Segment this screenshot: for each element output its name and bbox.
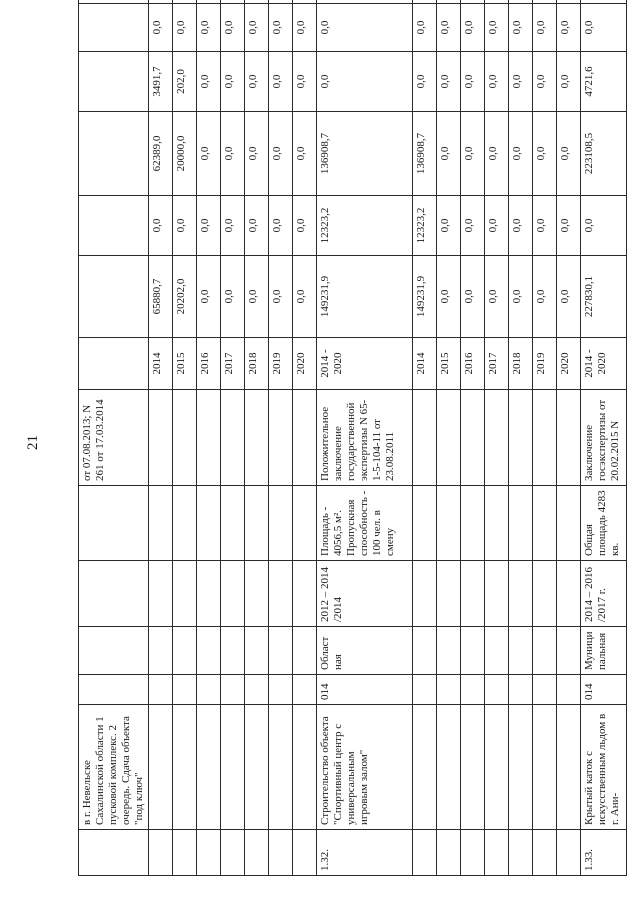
table-cell xyxy=(269,830,293,876)
table-cell xyxy=(197,705,221,830)
table-cell: 2012 – 2014 /2014 xyxy=(317,561,413,627)
table-cell xyxy=(461,675,485,705)
table-cell xyxy=(149,390,173,486)
table-cell: 0,0 xyxy=(533,256,557,338)
table-cell: 0,0 xyxy=(149,196,173,256)
table-cell: 202,0 xyxy=(173,52,197,112)
table-row xyxy=(437,0,461,876)
table-row xyxy=(221,0,245,876)
table-cell: 0,0 xyxy=(221,112,245,196)
table-cell: 0,0 xyxy=(461,4,485,52)
table-cell: 0,0 xyxy=(557,112,581,196)
table-cell xyxy=(221,705,245,830)
table-cell: 0,0 xyxy=(245,52,269,112)
table-cell xyxy=(413,830,437,876)
table-cell xyxy=(413,390,437,486)
table-row xyxy=(485,0,509,876)
table-cell xyxy=(245,705,269,830)
table-cell xyxy=(509,0,533,4)
table-cell: 0,0 xyxy=(461,52,485,112)
table-cell: 0,0 xyxy=(485,112,509,196)
table-cell: 2017 xyxy=(221,338,245,390)
table-cell xyxy=(413,627,437,675)
table-cell xyxy=(245,390,269,486)
table-cell xyxy=(173,675,197,705)
table-cell xyxy=(581,0,627,4)
table-cell xyxy=(149,675,173,705)
table-cell: 0,0 xyxy=(269,52,293,112)
table-cell xyxy=(245,0,269,4)
table-cell xyxy=(149,486,173,561)
table-cell: 0,0 xyxy=(533,196,557,256)
table-cell: 0,0 xyxy=(413,4,437,52)
table-cell xyxy=(317,0,413,4)
table-cell: 0,0 xyxy=(221,52,245,112)
table-cell xyxy=(173,390,197,486)
table-cell: 0,0 xyxy=(509,256,533,338)
table-cell xyxy=(293,486,317,561)
table-cell xyxy=(79,561,149,627)
table-cell xyxy=(269,705,293,830)
table-cell: 2014 xyxy=(149,338,173,390)
table-cell: 0,0 xyxy=(461,196,485,256)
table-cell xyxy=(79,338,149,390)
table-cell xyxy=(173,830,197,876)
table-cell xyxy=(413,675,437,705)
table-cell: 0,0 xyxy=(221,4,245,52)
table-cell: 136908,7 xyxy=(317,112,413,196)
table-cell xyxy=(461,390,485,486)
table-row xyxy=(413,0,437,876)
table-cell: 227830,1 xyxy=(581,256,627,338)
table-cell: 0,0 xyxy=(293,52,317,112)
table-cell xyxy=(221,390,245,486)
table-cell xyxy=(221,0,245,4)
table-cell xyxy=(557,830,581,876)
table-cell xyxy=(485,390,509,486)
table-cell: 0,0 xyxy=(509,196,533,256)
table-cell: 65880,7 xyxy=(149,256,173,338)
table-cell: 2014 xyxy=(413,338,437,390)
table-cell: 0,0 xyxy=(509,112,533,196)
table-cell: Крытый каток с искусственным льдом в г. Ани- xyxy=(581,705,627,830)
table-cell xyxy=(437,705,461,830)
table-cell: 3491,7 xyxy=(149,52,173,112)
table-cell xyxy=(461,830,485,876)
table-cell xyxy=(79,0,149,4)
table-row xyxy=(509,0,533,876)
table-cell: 2020 xyxy=(557,338,581,390)
table-cell xyxy=(149,561,173,627)
table-cell xyxy=(293,675,317,705)
table-cell: от 07.08.2013; N 261 от 17.03.2014 xyxy=(79,390,149,486)
table-cell xyxy=(197,675,221,705)
table-cell xyxy=(293,0,317,4)
table-cell xyxy=(221,830,245,876)
table-cell: 149231,9 xyxy=(413,256,437,338)
table-cell: 0,0 xyxy=(461,112,485,196)
table-cell xyxy=(79,256,149,338)
table-row xyxy=(149,0,173,876)
table-cell: 0,0 xyxy=(557,52,581,112)
table-cell xyxy=(269,486,293,561)
table-cell: 0,0 xyxy=(437,4,461,52)
table-cell: 0,0 xyxy=(197,4,221,52)
table-cell xyxy=(485,561,509,627)
table-cell: 0,0 xyxy=(245,4,269,52)
table-cell xyxy=(533,0,557,4)
table-cell xyxy=(437,0,461,4)
table-cell: 0,0 xyxy=(269,112,293,196)
table-row xyxy=(317,0,413,876)
table-cell xyxy=(485,705,509,830)
table-cell xyxy=(557,705,581,830)
table-cell: 0,0 xyxy=(245,112,269,196)
table-cell xyxy=(437,561,461,627)
table-cell: 2014 - 2020 xyxy=(317,338,413,390)
table-cell xyxy=(173,0,197,4)
table-cell xyxy=(557,561,581,627)
table-cell xyxy=(437,390,461,486)
table-cell: 223108,5 xyxy=(581,112,627,196)
table-cell: 0,0 xyxy=(197,196,221,256)
table-cell: Площадь - 4056,5 м². Пропускная способность - 100 чел. в смену xyxy=(317,486,413,561)
table-cell xyxy=(413,486,437,561)
table-cell: 0,0 xyxy=(485,4,509,52)
rotated-page xyxy=(78,20,631,876)
table-cell xyxy=(485,675,509,705)
table-cell xyxy=(461,627,485,675)
table-cell xyxy=(269,627,293,675)
table-cell: 0,0 xyxy=(437,196,461,256)
table-cell: 0,0 xyxy=(485,196,509,256)
table-cell xyxy=(437,675,461,705)
table-cell: 0,0 xyxy=(437,52,461,112)
table-cell xyxy=(269,390,293,486)
table-cell xyxy=(485,486,509,561)
table-cell: 12323,2 xyxy=(413,196,437,256)
table-cell xyxy=(197,561,221,627)
table-cell xyxy=(269,0,293,4)
table-cell: 62389,0 xyxy=(149,112,173,196)
table-cell xyxy=(79,627,149,675)
table-cell xyxy=(293,561,317,627)
table-cell: 0,0 xyxy=(437,256,461,338)
table-row xyxy=(269,0,293,876)
table-cell xyxy=(221,486,245,561)
table-cell xyxy=(79,112,149,196)
table-cell: 0,0 xyxy=(173,4,197,52)
table-cell: 2015 xyxy=(173,338,197,390)
table-cell xyxy=(197,830,221,876)
table-cell: 2016 xyxy=(461,338,485,390)
table-cell xyxy=(557,390,581,486)
table-cell: 0,0 xyxy=(485,52,509,112)
table-cell: 149231,9 xyxy=(317,256,413,338)
table-cell xyxy=(221,675,245,705)
table-cell xyxy=(173,705,197,830)
table-cell xyxy=(221,627,245,675)
table-cell: Строительство объекта "Спортивный центр с универсальным игровым залом" xyxy=(317,705,413,830)
table-cell xyxy=(197,627,221,675)
table-cell xyxy=(245,675,269,705)
table-cell: Общая площадь 4283 кв. xyxy=(581,486,627,561)
table-cell: 0,0 xyxy=(293,256,317,338)
table-cell xyxy=(461,561,485,627)
table-cell: 0,0 xyxy=(317,52,413,112)
table-cell xyxy=(509,675,533,705)
table-cell xyxy=(413,705,437,830)
table-cell: 2017 xyxy=(485,338,509,390)
table-cell xyxy=(173,627,197,675)
table-cell: 0,0 xyxy=(269,256,293,338)
table-cell xyxy=(485,0,509,4)
table-cell: 4721,6 xyxy=(581,52,627,112)
table-cell xyxy=(533,561,557,627)
table-row xyxy=(461,0,485,876)
table-cell xyxy=(557,486,581,561)
table-cell: 20202,0 xyxy=(173,256,197,338)
table-cell xyxy=(509,627,533,675)
table-row xyxy=(581,0,627,876)
table-cell: 1.33. xyxy=(581,830,627,876)
table-cell: Положительное заключение государственной экспертизы N 65-1-5-104-11 от 23.08.2011 xyxy=(317,390,413,486)
table-cell xyxy=(509,561,533,627)
table-row xyxy=(557,0,581,876)
table-cell: 014 xyxy=(317,675,413,705)
table-cell xyxy=(79,4,149,52)
table-cell: 2016 xyxy=(197,338,221,390)
table-cell: 0,0 xyxy=(509,4,533,52)
table-cell xyxy=(293,705,317,830)
table-row xyxy=(533,0,557,876)
table-cell xyxy=(485,627,509,675)
table-cell: 0,0 xyxy=(269,4,293,52)
table-cell xyxy=(461,705,485,830)
table-cell: 0,0 xyxy=(557,256,581,338)
table-cell: 0,0 xyxy=(533,112,557,196)
table-cell: Областная xyxy=(317,627,413,675)
table-cell: 0,0 xyxy=(149,4,173,52)
table-cell: 0,0 xyxy=(581,4,627,52)
table-cell xyxy=(197,0,221,4)
table-cell: 2018 xyxy=(509,338,533,390)
table-cell xyxy=(293,627,317,675)
table-row xyxy=(197,0,221,876)
table-cell xyxy=(509,830,533,876)
table-cell: 2018 xyxy=(245,338,269,390)
table-cell: 0,0 xyxy=(221,256,245,338)
table-cell: 0,0 xyxy=(509,52,533,112)
table-cell xyxy=(437,627,461,675)
table-cell xyxy=(197,486,221,561)
table-cell: 0,0 xyxy=(197,112,221,196)
table-cell: 0,0 xyxy=(413,52,437,112)
table-cell: 0,0 xyxy=(581,196,627,256)
table-cell xyxy=(245,561,269,627)
table-cell: 1.32. xyxy=(317,830,413,876)
table-cell: 2019 xyxy=(269,338,293,390)
table-cell xyxy=(149,0,173,4)
table-cell xyxy=(79,830,149,876)
table-cell xyxy=(533,830,557,876)
table-cell xyxy=(269,675,293,705)
table-cell xyxy=(149,627,173,675)
table-cell: в г. Невельске Сахалинской области 1 пусковой комплекс. 2 очередь. Сдача объекта "под ключ" xyxy=(79,705,149,830)
table-cell xyxy=(533,627,557,675)
table-cell xyxy=(221,561,245,627)
table-cell xyxy=(509,486,533,561)
table-cell: 0,0 xyxy=(197,256,221,338)
table-cell xyxy=(173,561,197,627)
table-cell: 0,0 xyxy=(293,112,317,196)
table-cell: 0,0 xyxy=(173,196,197,256)
table-cell xyxy=(79,675,149,705)
table-cell xyxy=(245,830,269,876)
table-cell: 12323,2 xyxy=(317,196,413,256)
table-cell: 2015 xyxy=(437,338,461,390)
table-cell xyxy=(533,675,557,705)
table-cell: Муниципальная xyxy=(581,627,627,675)
table-cell: 136908,7 xyxy=(413,112,437,196)
table-cell: 0,0 xyxy=(485,256,509,338)
table-cell: 2014 - 2020 xyxy=(581,338,627,390)
table-cell xyxy=(79,196,149,256)
table-cell: Заключение госэкспертизы от 20.02.2015 N xyxy=(581,390,627,486)
table-cell: 0,0 xyxy=(317,4,413,52)
table-cell: 0,0 xyxy=(461,256,485,338)
table-cell: 014 xyxy=(581,675,627,705)
table-cell xyxy=(557,675,581,705)
table-row xyxy=(293,0,317,876)
table-cell xyxy=(509,390,533,486)
table-cell xyxy=(437,830,461,876)
table-cell xyxy=(79,52,149,112)
table-cell xyxy=(461,486,485,561)
table-cell xyxy=(293,390,317,486)
table-cell xyxy=(149,830,173,876)
table-cell: 0,0 xyxy=(437,112,461,196)
table-cell: 0,0 xyxy=(221,196,245,256)
table-cell xyxy=(293,830,317,876)
table-cell: 0,0 xyxy=(269,196,293,256)
table-cell xyxy=(485,830,509,876)
table-cell xyxy=(533,486,557,561)
table-cell xyxy=(509,705,533,830)
table-row xyxy=(79,0,149,876)
table-cell: 0,0 xyxy=(293,4,317,52)
table-cell: 0,0 xyxy=(293,196,317,256)
table-cell: 20000,0 xyxy=(173,112,197,196)
table-cell xyxy=(197,390,221,486)
table-cell xyxy=(245,627,269,675)
program-table xyxy=(78,0,627,876)
table-cell: 0,0 xyxy=(245,256,269,338)
table-row xyxy=(173,0,197,876)
table-row xyxy=(245,0,269,876)
table-cell xyxy=(557,0,581,4)
table-cell xyxy=(557,627,581,675)
table-cell xyxy=(173,486,197,561)
table-cell: 0,0 xyxy=(533,4,557,52)
table-cell: 0,0 xyxy=(557,4,581,52)
table-cell xyxy=(413,0,437,4)
table-cell xyxy=(79,486,149,561)
table-cell xyxy=(413,561,437,627)
table-cell: 0,0 xyxy=(557,196,581,256)
table-cell xyxy=(533,390,557,486)
table-cell xyxy=(149,705,173,830)
table-cell: 0,0 xyxy=(197,52,221,112)
table-cell xyxy=(533,705,557,830)
table-cell: 0,0 xyxy=(245,196,269,256)
table-cell: 0,0 xyxy=(533,52,557,112)
table-cell xyxy=(269,561,293,627)
table-cell xyxy=(437,486,461,561)
table-cell xyxy=(245,486,269,561)
table-cell: 2014 – 2016 /2017 г. xyxy=(581,561,627,627)
table-cell: 2020 xyxy=(293,338,317,390)
table-cell xyxy=(461,0,485,4)
page-number: 21 xyxy=(25,435,41,450)
table-cell: 2019 xyxy=(533,338,557,390)
